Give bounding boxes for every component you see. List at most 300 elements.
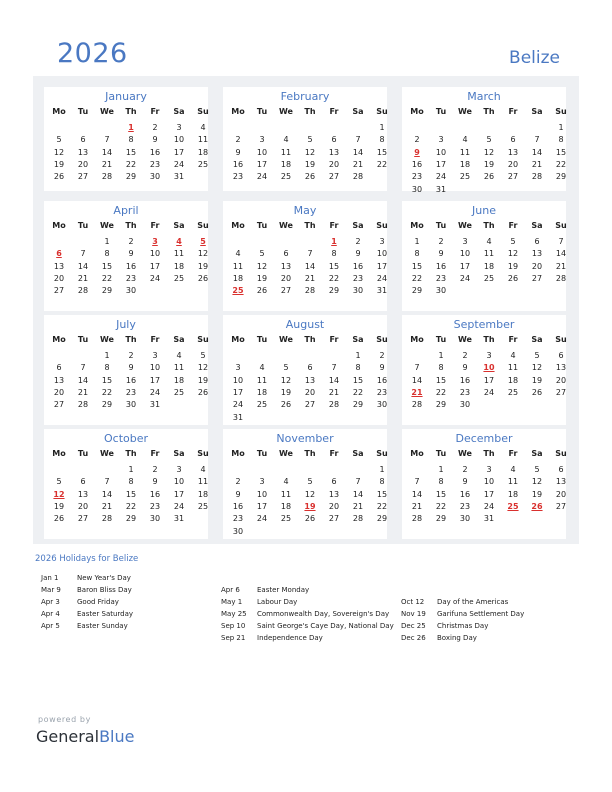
holiday-date-label: Sep 10 [221, 622, 246, 630]
holiday-date: 25 [507, 501, 519, 511]
calendar-day: 10 [376, 249, 388, 259]
calendar-day: 1 [355, 351, 361, 360]
calendar-day: 30 [149, 514, 161, 524]
calendar-day: 9 [128, 363, 134, 373]
calendar-day: 3 [176, 465, 182, 474]
calendar-day: 12 [256, 261, 268, 271]
calendar-day: 14 [77, 261, 89, 271]
weekday-header: Su [197, 335, 209, 344]
month-name: May [293, 204, 317, 217]
holiday-name: Christmas Day [437, 622, 489, 630]
calendar-day: 11 [173, 363, 185, 373]
calendar-day: 2 [379, 351, 385, 360]
calendar-day: 16 [125, 375, 137, 385]
calendar-day: 24 [483, 387, 495, 397]
weekday-header: Fr [329, 221, 339, 230]
calendar-day: 30 [149, 172, 161, 182]
calendar-day: 11 [459, 147, 471, 157]
calendar-day: 20 [53, 387, 65, 397]
holiday-item [221, 586, 396, 596]
calendar-day: 11 [280, 489, 292, 499]
weekday-header: Th [125, 335, 137, 344]
calendar-day: 20 [555, 375, 567, 385]
calendar-day: 3 [176, 123, 182, 132]
month-name: July [116, 318, 136, 331]
calendar-day: 23 [459, 387, 471, 397]
calendar-day: 18 [173, 261, 185, 271]
weekday-header: We [100, 221, 114, 230]
calendar-day: 19 [483, 159, 495, 169]
weekday-header: Fr [150, 335, 160, 344]
weekday-header: Sa [173, 107, 185, 116]
holiday-date: 3 [152, 237, 158, 246]
weekday-header: Tu [435, 449, 447, 458]
calendar-day: 11 [197, 135, 209, 145]
weekday-header: Th [125, 107, 137, 116]
calendar-day: 3 [259, 477, 265, 487]
calendar-day: 26 [280, 400, 292, 410]
logo-blue: Blue [99, 727, 135, 746]
calendar-day: 7 [80, 363, 86, 373]
calendar-day: 28 [352, 172, 364, 182]
calendar-day: 26 [197, 273, 209, 283]
calendar-day: 19 [280, 387, 292, 397]
calendar-day: 10 [173, 477, 185, 487]
calendar-day: 22 [328, 273, 340, 283]
calendar-day: 24 [435, 172, 447, 182]
calendar-day: 23 [232, 514, 244, 524]
calendar-day: 3 [235, 363, 241, 373]
calendar-day: 26 [197, 387, 209, 397]
calendar-day: 8 [558, 135, 564, 145]
calendar-day: 3 [259, 135, 265, 145]
calendar-day: 22 [376, 159, 388, 169]
weekday-header: Fr [150, 107, 160, 116]
calendar-day: 26 [304, 172, 316, 182]
holiday-date: 5 [200, 237, 206, 246]
calendar-day: 21 [77, 387, 89, 397]
calendar-day: 27 [555, 501, 567, 511]
calendar-day: 20 [77, 159, 89, 169]
calendar-day: 3 [152, 351, 158, 360]
holiday-date: 6 [56, 249, 62, 259]
weekday-header: Mo [410, 335, 424, 344]
calendar-day: 20 [507, 159, 519, 169]
calendar-day: 12 [197, 363, 209, 373]
calendar-day: 24 [376, 273, 388, 283]
calendar-day: 15 [101, 261, 113, 271]
calendar-day: 8 [414, 249, 420, 259]
weekday-header: Tu [256, 449, 268, 458]
calendar-day: 25 [483, 273, 495, 283]
holiday-name: Baron Bliss Day [77, 586, 132, 594]
calendar-day: 23 [376, 387, 388, 397]
calendar-day: 19 [531, 489, 543, 499]
calendar-day: 5 [283, 363, 289, 373]
weekday-header: Th [125, 221, 137, 230]
calendar-day: 9 [462, 363, 468, 373]
calendar-day: 7 [331, 363, 337, 373]
calendar-day: 12 [304, 147, 316, 157]
calendar-day: 24 [459, 273, 471, 283]
calendar-day: 13 [53, 375, 65, 385]
calendar-day: 6 [510, 135, 516, 145]
calendar-day: 8 [438, 477, 444, 487]
calendar-day: 21 [531, 159, 543, 169]
calendar-day: 16 [125, 261, 137, 271]
weekday-header: We [279, 221, 293, 230]
calendar-day: 5 [56, 135, 62, 145]
generalblue-logo[interactable] [36, 727, 134, 746]
calendar-day: 30 [459, 514, 471, 524]
month-january [44, 87, 208, 191]
holiday-item [401, 634, 576, 644]
calendar-day: 16 [232, 159, 244, 169]
calendar-day: 7 [355, 135, 361, 145]
calendar-day: 23 [352, 273, 364, 283]
weekday-header: Mo [231, 449, 245, 458]
calendar-day: 3 [438, 135, 444, 145]
calendar-day: 30 [411, 184, 423, 194]
weekday-header: Th [483, 107, 495, 116]
month-name: April [113, 204, 139, 217]
weekday-header: Tu [435, 107, 447, 116]
calendar-day: 2 [462, 465, 468, 474]
calendar-day: 25 [197, 159, 209, 169]
calendar-day: 4 [462, 135, 468, 145]
calendar-day: 14 [531, 147, 543, 157]
calendar-day: 26 [304, 514, 316, 524]
weekday-header: Fr [508, 335, 518, 344]
weekday-header: Mo [231, 107, 245, 116]
calendar-day: 14 [352, 489, 364, 499]
calendar-day: 5 [200, 351, 206, 360]
calendar-day: 10 [256, 489, 268, 499]
holiday-date: 10 [483, 363, 495, 373]
calendar-day: 17 [459, 261, 471, 271]
calendar-day: 6 [331, 135, 337, 145]
calendar-day: 1 [438, 465, 444, 474]
month-name: December [455, 432, 513, 445]
calendar-day: 11 [483, 249, 495, 259]
month-july [44, 315, 208, 425]
holiday-name: New Year's Day [77, 574, 131, 582]
calendar-day: 23 [435, 273, 447, 283]
calendar-day: 6 [283, 249, 289, 259]
calendar-day: 19 [531, 375, 543, 385]
calendar-day: 2 [152, 123, 158, 132]
calendar-day: 26 [53, 172, 65, 182]
calendar-day: 7 [104, 135, 110, 145]
calendar-day: 31 [376, 286, 388, 296]
weekday-header: Sa [352, 221, 364, 230]
calendar-day: 8 [104, 363, 110, 373]
weekday-header: Tu [77, 335, 89, 344]
calendar-day: 4 [259, 363, 265, 373]
calendar-day: 14 [411, 489, 423, 499]
month-name: January [105, 90, 147, 103]
month-april [44, 201, 208, 311]
calendar-day: 17 [149, 375, 161, 385]
calendar-day: 18 [173, 375, 185, 385]
calendar-day: 1 [104, 351, 110, 360]
calendar-day: 14 [555, 249, 567, 259]
calendar-day: 25 [197, 501, 209, 511]
calendar-day: 20 [531, 261, 543, 271]
calendar-day: 8 [379, 477, 385, 487]
calendar-day: 14 [304, 261, 316, 271]
calendar-day: 27 [53, 286, 65, 296]
calendar-day: 27 [531, 273, 543, 283]
holiday-name: Good Friday [77, 598, 119, 606]
weekday-header: Fr [329, 449, 339, 458]
calendar-day: 27 [328, 514, 340, 524]
month-june [402, 201, 566, 311]
calendar-day: 12 [483, 147, 495, 157]
calendar-day: 11 [256, 375, 268, 385]
holiday-date-label: Mar 9 [41, 586, 61, 594]
weekday-header: Fr [329, 107, 339, 116]
month-name: October [103, 432, 149, 445]
holiday-date-label: Sep 21 [221, 634, 246, 642]
calendar-day: 9 [355, 249, 361, 259]
calendar-day: 8 [104, 249, 110, 259]
calendar-day: 11 [173, 249, 185, 259]
calendar-day: 1 [379, 465, 385, 474]
calendar-day: 17 [376, 261, 388, 271]
calendar-day: 18 [197, 147, 209, 157]
calendar-day: 28 [101, 514, 113, 524]
calendar-day: 29 [555, 172, 567, 182]
calendar-day: 17 [149, 261, 161, 271]
month-name: November [276, 432, 334, 445]
weekday-header: Su [555, 107, 567, 116]
holiday-date-label: May 1 [221, 598, 243, 606]
calendar-day: 9 [438, 249, 444, 259]
weekday-header: Th [483, 221, 495, 230]
weekday-header: We [458, 449, 472, 458]
calendar-day: 28 [328, 400, 340, 410]
month-name: February [280, 90, 330, 103]
calendar-day: 6 [80, 135, 86, 145]
calendar-day: 2 [414, 135, 420, 145]
weekday-header: Th [483, 335, 495, 344]
holiday-name: Easter Saturday [77, 610, 134, 618]
calendar-day: 30 [352, 286, 364, 296]
month-name: September [453, 318, 515, 331]
weekday-header: Mo [231, 335, 245, 344]
holiday-item [221, 598, 396, 608]
month-october [44, 429, 208, 539]
calendar-day: 31 [173, 514, 185, 524]
calendar-day: 24 [256, 172, 268, 182]
calendar-day: 29 [411, 286, 423, 296]
calendar-day: 17 [435, 159, 447, 169]
calendar-day: 4 [283, 135, 289, 145]
calendar-day: 27 [53, 400, 65, 410]
calendar-day: 20 [328, 159, 340, 169]
calendar-day: 4 [510, 465, 516, 474]
calendar-day: 16 [376, 375, 388, 385]
calendar-day: 2 [152, 465, 158, 474]
calendar-day: 29 [376, 514, 388, 524]
calendar-day: 7 [80, 249, 86, 259]
calendar-day: 10 [256, 147, 268, 157]
calendar-day: 18 [459, 159, 471, 169]
calendar-day: 13 [77, 147, 89, 157]
calendar-day: 26 [483, 172, 495, 182]
calendar-day: 28 [555, 273, 567, 283]
calendar-day: 14 [352, 147, 364, 157]
calendar-day: 30 [435, 286, 447, 296]
calendar-day: 17 [483, 375, 495, 385]
calendar-day: 16 [411, 159, 423, 169]
weekday-header: Su [197, 221, 209, 230]
calendar-day: 23 [149, 159, 161, 169]
calendar-day: 7 [414, 363, 420, 373]
calendar-day: 25 [280, 514, 292, 524]
calendar-day: 17 [256, 159, 268, 169]
calendar-day: 10 [173, 135, 185, 145]
calendar-day: 25 [173, 273, 185, 283]
weekday-header: Tu [77, 449, 89, 458]
calendar-day: 30 [232, 526, 244, 536]
calendar-day: 12 [53, 147, 65, 157]
calendar-day: 27 [328, 172, 340, 182]
calendar-day: 11 [197, 477, 209, 487]
calendar-day: 14 [411, 375, 423, 385]
holiday-name: Easter Monday [257, 586, 310, 594]
calendar-day: 31 [435, 184, 447, 194]
weekday-header: We [100, 335, 114, 344]
calendar-day: 3 [486, 465, 492, 474]
calendar-day: 2 [235, 477, 241, 487]
weekday-header: Sa [531, 449, 543, 458]
holiday-name: Garifuna Settlement Day [437, 610, 525, 618]
weekday-header: Mo [52, 221, 66, 230]
calendar-day: 13 [507, 147, 519, 157]
weekday-header: Tu [256, 335, 268, 344]
weekday-header: We [100, 449, 114, 458]
calendar-day: 9 [235, 147, 241, 157]
calendar-day: 3 [486, 351, 492, 360]
calendar-day: 31 [483, 514, 495, 524]
month-may [223, 201, 387, 311]
calendar-day: 12 [531, 363, 543, 373]
calendar-day: 5 [534, 351, 540, 360]
calendar-day: 5 [307, 135, 313, 145]
holiday-name: Easter Sunday [77, 622, 128, 630]
calendar-day: 11 [507, 477, 519, 487]
calendar-day: 15 [555, 147, 567, 157]
calendar-day: 5 [534, 465, 540, 474]
weekday-header: Sa [531, 221, 543, 230]
calendar-day: 13 [328, 147, 340, 157]
holiday-item [41, 574, 216, 584]
calendar-day: 15 [411, 261, 423, 271]
calendar-day: 9 [235, 489, 241, 499]
calendar-day: 5 [259, 249, 265, 259]
holiday-item [41, 598, 216, 608]
holiday-item [41, 622, 216, 632]
calendar-day: 18 [256, 387, 268, 397]
calendar-day: 27 [507, 172, 519, 182]
calendar-day: 2 [128, 351, 134, 360]
calendar-day: 13 [555, 363, 567, 373]
calendar-day: 20 [328, 501, 340, 511]
calendar-day: 4 [235, 249, 241, 259]
calendar-day: 4 [200, 123, 206, 132]
holidays-title: 2026 Holidays for Belize [35, 554, 139, 564]
weekday-header: Mo [52, 107, 66, 116]
country-title: Belize [509, 48, 560, 68]
calendar-day: 30 [459, 400, 471, 410]
calendar-day: 25 [280, 172, 292, 182]
weekday-header: Su [376, 335, 388, 344]
calendar-day: 18 [507, 489, 519, 499]
calendar-day: 13 [53, 261, 65, 271]
calendar-day: 13 [304, 375, 316, 385]
calendar-day: 10 [149, 363, 161, 373]
weekday-header: Sa [173, 449, 185, 458]
weekday-header: Th [125, 449, 137, 458]
calendar-day: 13 [77, 489, 89, 499]
calendar-day: 1 [128, 465, 134, 474]
calendar-day: 6 [558, 351, 564, 360]
weekday-header: We [279, 107, 293, 116]
calendar-day: 15 [101, 375, 113, 385]
calendar-day: 10 [483, 477, 495, 487]
calendar-day: 24 [173, 501, 185, 511]
weekday-header: Mo [52, 335, 66, 344]
calendar-day: 31 [232, 412, 244, 422]
calendar-day: 13 [328, 489, 340, 499]
weekday-header: Su [376, 221, 388, 230]
calendar-day: 29 [101, 286, 113, 296]
calendar-day: 21 [352, 159, 364, 169]
holiday-date: 1 [331, 237, 337, 246]
calendar-day: 24 [256, 514, 268, 524]
weekday-header: Tu [77, 221, 89, 230]
holiday-name: Independence Day [257, 634, 323, 642]
calendar-day: 6 [331, 477, 337, 487]
calendar-day: 7 [414, 477, 420, 487]
weekday-header: Tu [435, 221, 447, 230]
calendar-day: 14 [101, 489, 113, 499]
holiday-item [221, 610, 396, 620]
calendar-day: 9 [152, 135, 158, 145]
weekday-header: Sa [531, 107, 543, 116]
weekday-header: Su [376, 107, 388, 116]
weekday-header: We [279, 335, 293, 344]
calendar-day: 7 [534, 135, 540, 145]
calendar-day: 17 [256, 501, 268, 511]
weekday-header: Tu [77, 107, 89, 116]
calendar-day: 7 [307, 249, 313, 259]
holiday-date-label: Oct 12 [401, 598, 425, 606]
calendar-day: 23 [459, 501, 471, 511]
calendar-day: 21 [328, 387, 340, 397]
weekday-header: Sa [531, 335, 543, 344]
calendar-day: 5 [56, 477, 62, 487]
weekday-header: We [100, 107, 114, 116]
calendar-day: 10 [459, 249, 471, 259]
weekday-header: Mo [231, 221, 245, 230]
calendar-day: 19 [507, 261, 519, 271]
weekday-header: Mo [410, 221, 424, 230]
calendar-day: 4 [200, 465, 206, 474]
holiday-date: 1 [128, 123, 134, 132]
